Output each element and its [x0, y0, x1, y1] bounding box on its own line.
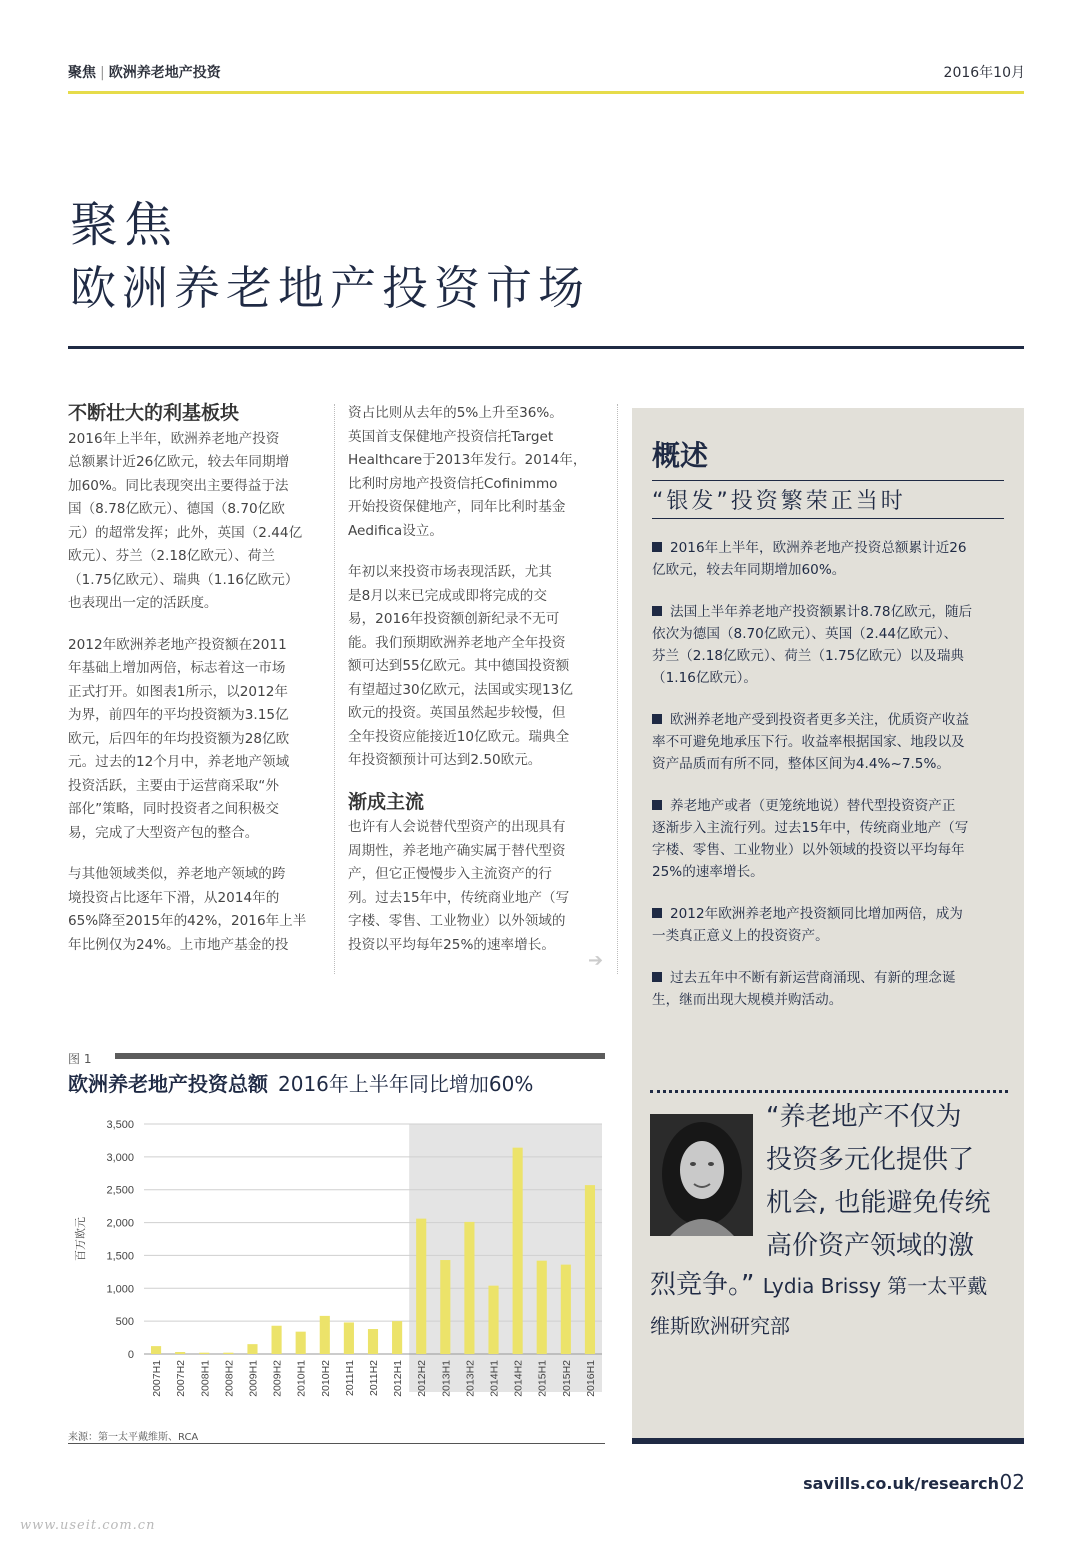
y-tick-label: 500 — [115, 1316, 134, 1329]
y-tick-label: 0 — [127, 1349, 134, 1361]
figure-rule — [115, 1053, 605, 1059]
x-tick-label: 2010H2 — [319, 1360, 332, 1397]
x-tick-label: 2008H1 — [199, 1360, 212, 1397]
bar-2014H2 — [513, 1148, 523, 1354]
bullet-text: 法国上半年养老地产投资额累计8.78亿欧元，随后 依次为德国（8.70亿欧元）、英国（2.44亿欧元）、 芬兰（2.18亿欧元）、荷兰（1.75亿欧元）以及瑞典 （1.16亿欧元）。 — [652, 604, 973, 686]
summary-bullet — [652, 537, 1012, 581]
bullet-square-icon — [652, 800, 662, 810]
quote-dotted-rule — [650, 1090, 1008, 1093]
x-tick-label: 2012H2 — [416, 1360, 429, 1397]
section-heading: 不断壮大的利基板块 — [68, 402, 240, 424]
y-tick-label: 3,000 — [106, 1151, 134, 1164]
bar-2012H2 — [416, 1219, 426, 1354]
header-date: 2016年10月 — [943, 65, 1025, 81]
bar-2007H2 — [175, 1352, 185, 1354]
figure-title-sub: 2016年上半年同比增加60% — [278, 1072, 534, 1096]
pull-quote-end — [650, 1268, 1020, 1303]
paragraph: 年初以来投资市场表现活跃，尤其 是8月以来已完成或即将完成的交 易，2016年投资额创新纪录不无可 能。我们预期欧洲养老地产全年投资 额可达到55亿欧元。其中德国投资额 有望超过30亿欧元，法国或实现13亿 欧元的投资。英国虽然起步较慢，但 全年投资应能接近10亿欧元。瑞典全 年投资额预计可达到2.50欧元。 — [348, 564, 573, 768]
header-rule — [68, 91, 1024, 94]
portrait-image — [650, 1114, 753, 1236]
x-tick-label: 2007H2 — [175, 1360, 188, 1397]
running-header — [68, 62, 221, 82]
bar-2014H1 — [488, 1286, 498, 1354]
y-tick-label: 3,500 — [106, 1119, 134, 1131]
x-tick-label: 2012H1 — [392, 1360, 405, 1397]
bar-2016H1 — [585, 1185, 595, 1354]
header-topic: 欧洲养老地产投资 — [108, 65, 221, 81]
bullet-text: 2012年欧洲养老地产投资额同比增加两倍，成为 一类真正意义上的投资资产。 — [652, 906, 963, 944]
bar-2007H1 — [151, 1346, 161, 1354]
paragraph: 2016年上半年，欧洲养老地产投资 总额累计近26亿欧元，较去年同期增 加60%。同比表现突出主要得益于法 国（8.78亿欧元）、德国（8.70亿欧 元）的超常发挥；此外，英国（2.44亿 欧元）、芬兰（2.18亿欧元）、荷兰 （1.75亿欧元）、瑞典（1.16亿欧元） 也表现出一定的活跃度。 — [68, 430, 303, 611]
investment-bar-chart — [68, 1108, 608, 1412]
bullet-text: 养老地产或者（更笼统地说）替代型投资资产正 逐渐步入主流行列。过去15年中，传统商业地产（写 字楼、零售、工业物业）以外领域的投资以平均每年 25%的速率增长。 — [652, 798, 969, 880]
sidebar-title: 概述 — [652, 439, 709, 472]
page-title: 欧洲养老地产投资市场 — [70, 261, 590, 315]
x-tick-label: 2013H1 — [440, 1360, 453, 1397]
x-tick-label: 2016H1 — [584, 1360, 597, 1397]
x-tick-label: 2015H2 — [560, 1360, 573, 1397]
bar-2010H2 — [320, 1316, 330, 1354]
x-tick-label: 2008H2 — [223, 1360, 236, 1397]
figure-title — [68, 1068, 533, 1097]
summary-bullet — [652, 795, 1012, 883]
quote-attribution: Lydia Brissy 第一太平戴 — [762, 1274, 988, 1298]
bar-2015H2 — [561, 1265, 571, 1354]
sidebar-subtitle-rule — [652, 518, 1004, 519]
x-tick-label: 2014H1 — [488, 1360, 501, 1397]
summary-bullet — [652, 967, 1012, 1011]
bar-2011H1 — [344, 1322, 354, 1354]
bar-2008H1 — [199, 1353, 209, 1354]
x-tick-label: 2014H2 — [512, 1360, 525, 1397]
y-tick-label: 1,000 — [106, 1283, 134, 1296]
section-heading: 渐成主流 — [348, 790, 425, 813]
footer-url[interactable]: savills.co.uk/research — [803, 1474, 999, 1493]
highlight-region — [409, 1124, 602, 1392]
bar-2010H1 — [296, 1332, 306, 1354]
summary-bullets — [652, 537, 1012, 1031]
bar-2013H1 — [440, 1260, 450, 1354]
header-separator: | — [100, 65, 105, 81]
article-column-2 — [348, 402, 600, 975]
figure-title-main: 欧洲养老地产投资总额 — [68, 1072, 268, 1096]
chart-svg — [68, 1108, 608, 1408]
summary-bullet — [652, 903, 1012, 947]
pull-quote-tail: 烈竞争。” — [650, 1270, 755, 1300]
bar-2012H1 — [392, 1321, 402, 1354]
summary-bullet — [652, 601, 1012, 689]
x-tick-label: 2007H1 — [151, 1360, 164, 1397]
bullet-square-icon — [652, 908, 662, 918]
header-section: 聚焦 — [68, 65, 96, 81]
bar-2009H2 — [272, 1326, 282, 1354]
x-tick-label: 2009H2 — [271, 1360, 284, 1397]
y-axis-label: 百万欧元 — [74, 1217, 87, 1261]
paragraph: 与其他领域类似，养老地产领域的跨 境投资占比逐年下滑，从2014年的 65%降至2015年的42%，2016年上半 年比例仅为24%。上市地产基金的投 — [68, 866, 307, 953]
x-tick-label: 2015H1 — [536, 1360, 549, 1397]
paragraph: 2012年欧洲养老地产投资额在2011 年基础上增加两倍，标志着这一市场 正式打开。如图表1所示，以2012年 为界，前四年的平均投资额为3.15亿 欧元，后四年的年均投资额为28亿欧 元。过去的12个月中，养老地产领域 投资活跃，主要由于运营商采取“外 部化”策略，同时投资者之间积极交 易，完成了大型资产包的整合。 — [68, 636, 290, 841]
page-title-kicker: 聚焦 — [70, 197, 179, 253]
figure-source: 来源：第一太平戴维斯、RCA — [68, 1432, 199, 1443]
summary-bullet — [652, 709, 1012, 775]
pull-quote: “养老地产不仅为 投资多元化提供了 机会, 也能避免传统 高价资产领域的激 — [766, 1102, 991, 1261]
figure-bottom-rule — [68, 1443, 605, 1444]
author-portrait — [650, 1114, 753, 1236]
bullet-text: 欧洲养老地产受到投资者更多关注，优质资产收益 率不可避免地承压下行。收益率根据国家、地段以及 资产品质而有所不同，整体区间为4.4%~7.5%。 — [652, 712, 970, 772]
bullet-text: 2016年上半年，欧洲养老地产投资总额累计近26 亿欧元，较去年同期增加60%。 — [652, 540, 967, 578]
x-tick-label: 2009H1 — [247, 1360, 260, 1397]
x-tick-label: 2010H1 — [295, 1360, 308, 1397]
y-tick-label: 1,500 — [106, 1250, 134, 1263]
column-divider — [334, 404, 335, 974]
watermark: www.useit.com.cn — [20, 1518, 156, 1533]
sidebar-subtitle-rule — [652, 480, 1004, 481]
sidebar-bottom-rule — [632, 1438, 1024, 1444]
y-tick-label: 2,000 — [106, 1217, 134, 1230]
x-tick-label: 2011H1 — [343, 1360, 356, 1397]
bar-2009H1 — [247, 1344, 257, 1354]
y-tick-label: 2,500 — [106, 1184, 134, 1197]
title-rule — [68, 346, 1024, 349]
figure-label: 图 1 — [68, 1052, 92, 1066]
bullet-square-icon — [652, 972, 662, 982]
bullet-square-icon — [652, 714, 662, 724]
page-number: 02 — [999, 1470, 1025, 1494]
x-tick-label: 2013H2 — [464, 1360, 477, 1397]
bullet-text: 过去五年中不断有新运营商涌现、有新的理念诞 生，继而出现大规模并购活动。 — [652, 970, 956, 1008]
column-divider — [617, 404, 618, 974]
bar-2008H2 — [223, 1353, 233, 1354]
bar-2011H2 — [368, 1329, 378, 1354]
article-column-1 — [68, 402, 316, 975]
x-tick-label: 2011H2 — [368, 1360, 380, 1397]
bullet-square-icon — [652, 606, 662, 616]
bar-2013H2 — [464, 1222, 474, 1354]
paragraph: 也许有人会说替代型资产的出现具有 周期性，养老地产确实属于替代型资 产，但它正慢慢步入主流资产的行 列。过去15年中，传统商业地产（写 字楼、零售、工业物业）以外领域的 投资以平均每年25%的速率增长。 — [348, 819, 570, 953]
sidebar-subtitle: “银发”投资繁荣正当时 — [652, 489, 906, 514]
continue-arrow-icon: ➔ — [588, 950, 604, 971]
paragraph: 资占比则从去年的5%上升至36%。 英国首支保健地产投资信托Target Healthcare于2013年发行。2014年， 比利时房地产投资信托Cofinimmo 开始投资保健地产，同年比利时基金 Aedifica设立。 — [348, 405, 587, 539]
quote-attribution-org: 维斯欧洲研究部 — [650, 1314, 790, 1338]
bullet-square-icon — [652, 542, 662, 552]
bar-2015H1 — [537, 1261, 547, 1354]
